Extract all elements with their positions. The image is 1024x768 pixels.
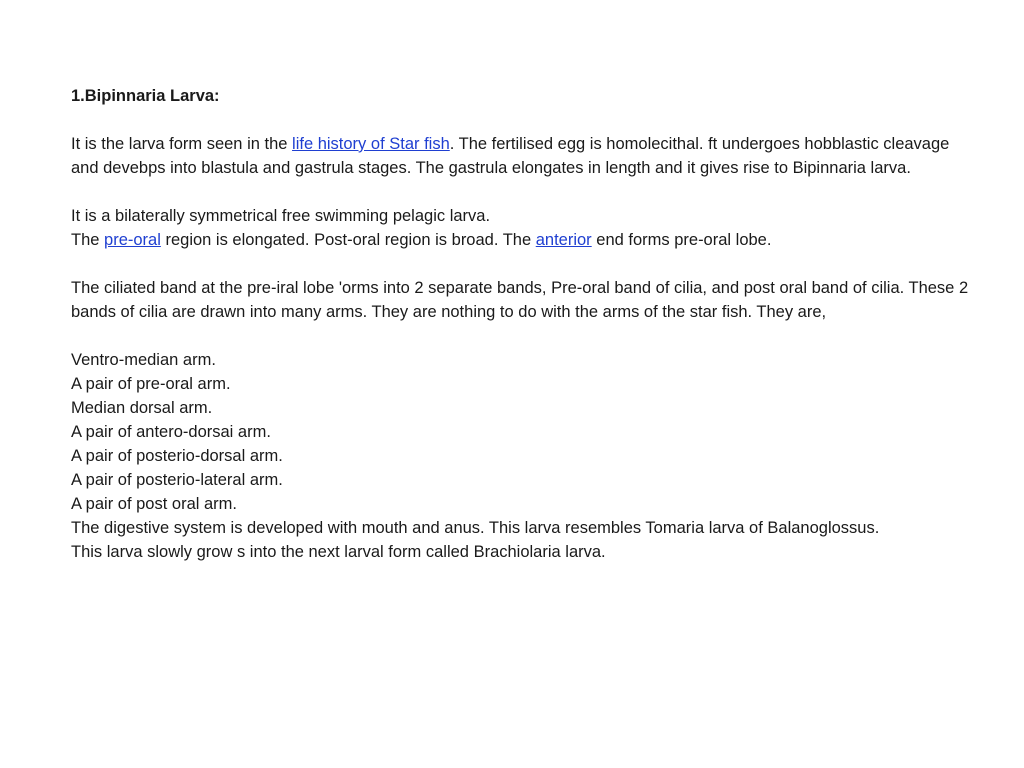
intro-text-start: It is the larva form seen in the	[71, 135, 293, 153]
list-item: A pair of posterio-lateral arm.	[71, 471, 283, 489]
slide-content	[71, 84, 981, 588]
list-item: Median dorsal arm.	[71, 399, 213, 417]
list-item: A pair of pre-oral arm.	[71, 375, 231, 393]
life-history-link[interactable]: life history of Star fish	[292, 135, 450, 153]
pre-oral-link[interactable]: pre-oral	[104, 231, 161, 249]
symmetry-line: It is a bilaterally symmetrical free swimming pelagic larva.	[71, 207, 491, 225]
intro-paragraph	[71, 132, 981, 180]
symmetry-paragraph	[71, 204, 981, 252]
closing-paragraph: This larva slowly grow s into the next larval form called Brachiolaria larva.	[71, 543, 606, 561]
ciliated-band-paragraph: The ciliated band at the pre-iral lobe 'orms into 2 separate bands, Pre-oral band of cilia, and post oral band of cilia. These 2 bands of cilia are drawn into many arms. They are nothing to do with the arms of the star fish. They are,	[71, 279, 969, 321]
list-item: A pair of posterio-dorsal arm.	[71, 447, 283, 465]
arms-list	[71, 348, 981, 540]
region-line	[71, 228, 981, 252]
list-item: A pair of antero-dorsai arm.	[71, 423, 271, 441]
section-heading: 1.Bipinnaria Larva:	[71, 87, 220, 105]
list-item: Ventro-median arm.	[71, 351, 216, 369]
list-item: A pair of post oral arm.	[71, 495, 237, 513]
anterior-link[interactable]: anterior	[535, 231, 592, 249]
region-text-a: The	[71, 231, 105, 249]
region-text-c: end forms pre-oral lobe.	[591, 231, 772, 249]
region-text-b: region is elongated. Post-oral region is broad. The	[160, 231, 536, 249]
digestive-system-line: The digestive system is developed with mouth and anus. This larva resembles Tomaria larva of Balanoglossus.	[71, 519, 880, 537]
intro-text-end: . The fertilised egg is homolecithal. ft undergoes hobblastic cleavage and devebps into blastula and gastrula stages. The gastrula elongates in length and it gives rise to Bipinnaria larva.	[71, 135, 950, 177]
